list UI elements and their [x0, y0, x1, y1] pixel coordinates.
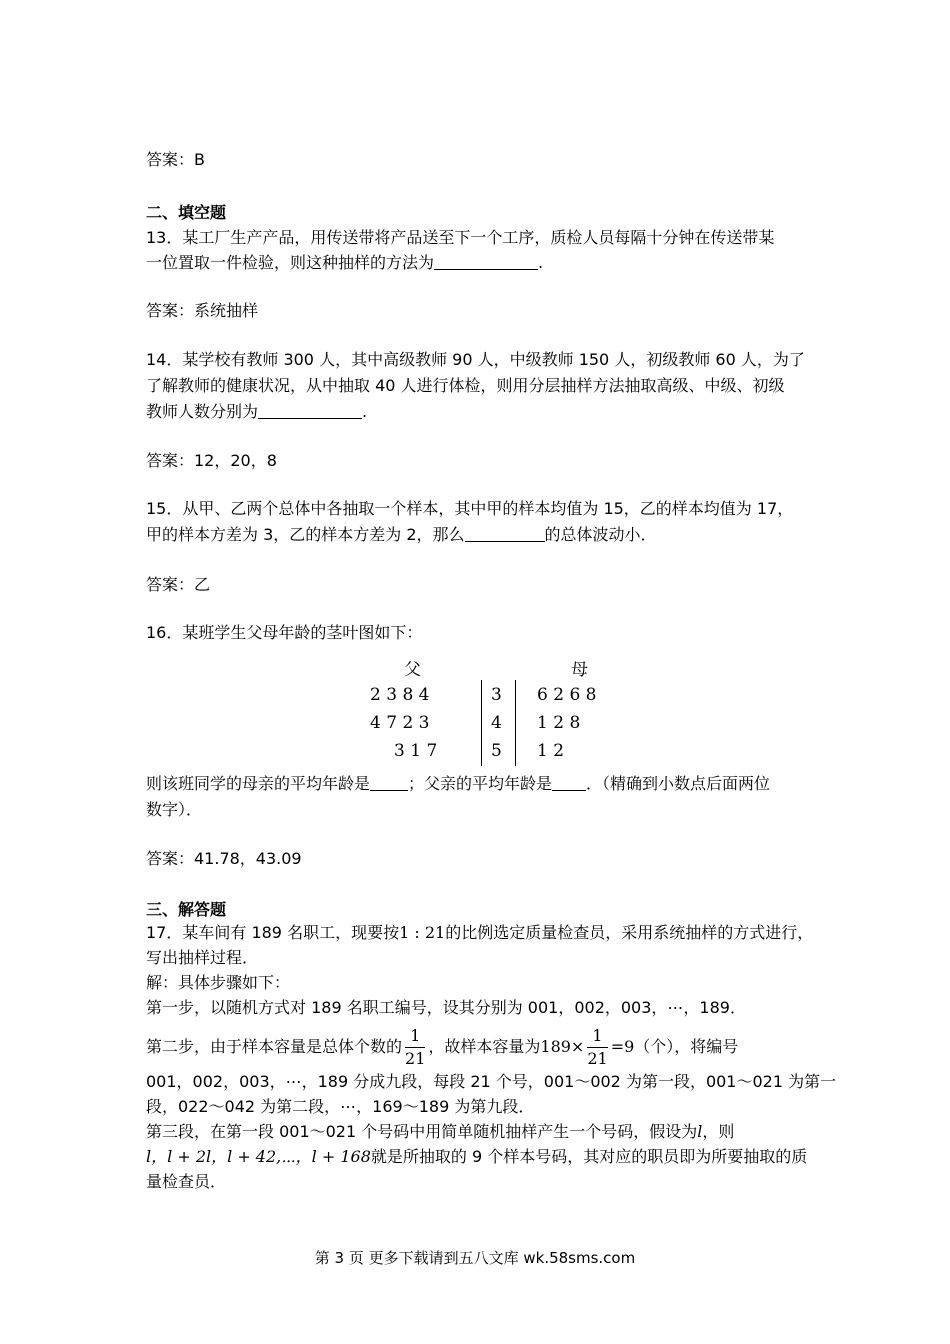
section-3-heading: 三、解答题 — [146, 900, 227, 919]
q16-answer: 答案：41.78，43.09 — [146, 849, 302, 868]
q15-line2: 甲的样本方差为 3，乙的样本方差为 2，那么 的总体波动小． — [146, 525, 657, 544]
stem-row-3: 5 — [491, 741, 502, 761]
q16-blank-father — [552, 774, 586, 791]
stem-divider-left — [481, 680, 482, 766]
mother-leaves-row-1: 6 2 6 8 — [537, 685, 597, 705]
q15-blank — [465, 525, 545, 542]
section-2-heading: 二、填空题 — [146, 203, 227, 222]
q15-answer: 答案：乙 — [146, 575, 211, 594]
q14-line3: 教师人数分别为 . — [146, 402, 368, 421]
q16-line1: 16．某班学生父母年龄的茎叶图如下： — [146, 623, 423, 642]
q17-solution-intro: 解：具体步骤如下： — [146, 973, 291, 992]
q13-blank — [434, 253, 538, 270]
q17-step3-line2: l，l + 2l，l + 42,⋯，l + 168就是所抽取的 9 个样本号码，其对应的职员即为所要抽取的质 — [146, 1147, 808, 1166]
q17-line2: 写出抽样过程． — [146, 948, 259, 967]
q16-line3: 数字）． — [146, 800, 203, 819]
q17-step3-line1: 第三段，在第一段 001～021 个号码中用简单随机抽样产生一个号码，假设为l，则 — [146, 1122, 735, 1141]
father-label: 父 — [404, 660, 421, 680]
q14-answer: 答案：12，20，8 — [146, 451, 277, 470]
father-leaves-row-3: 3 1 7 — [394, 741, 438, 761]
q14-line2: 了解教师的健康状况，从中抽取 40 人进行体检，则用分层抽样方法抽取高级、中级、初级 — [146, 376, 785, 395]
q17-step2-line3: 段，022～042 为第二段，⋯，169～189 为第九段． — [146, 1097, 535, 1116]
q17-step2: 第二步，由于样本容量是总体个数的 $\frac{1}{21}$ ，故样本容量为189× $\frac{1}{21}$ =9（个），将编号 — [146, 1026, 739, 1068]
q17-step2-line2: 001，002，003，⋯，189 分成九段，每段 21 个号，001～002 为第一段，001～021 为第一 — [146, 1072, 837, 1091]
q16-blank-mother — [370, 774, 408, 791]
mother-leaves-row-2: 1 2 8 — [537, 713, 581, 733]
page-footer: 第 3 页 更多下载请到五八文库 wk.58sms.com — [314, 1249, 636, 1267]
q17-step1: 第一步，以随机方式对 189 名职工编号，设其分别为 001，002，003，⋯，189． — [146, 998, 746, 1017]
q15-line1: 15．从甲、乙两个总体中各抽取一个样本，其中甲的样本均值为 15，乙的样本均值为 17， — [146, 499, 794, 518]
fraction-1-21: $\frac{1}{21}$ — [405, 1026, 426, 1068]
mother-label: 母 — [571, 660, 588, 680]
mother-leaves-row-3: 1 2 — [537, 741, 565, 761]
q14-blank — [258, 402, 362, 419]
father-leaves-row-1: 2 3 8 4 — [370, 685, 430, 705]
q13-answer: 答案：系统抽样 — [146, 301, 259, 320]
q17-line1: 17．某车间有 189 名职工，现要按1 : 21的比例选定质量检查员，采用系统抽样的方式进行， — [146, 923, 814, 942]
stem-row-2: 4 — [491, 713, 502, 733]
answer-12: 答案：B — [146, 150, 205, 169]
q14-line1: 14．某学校有教师 300 人，其中高级教师 90 人，中级教师 150 人，初级教师 60 人，为了 — [146, 350, 805, 369]
stem-divider-right — [515, 680, 516, 766]
q13-line1: 13．某工厂生产产品，用传送带将产品送至下一个工序，质检人员每隔十分钟在传送带某 — [146, 228, 775, 247]
father-leaves-row-2: 4 7 2 3 — [370, 713, 430, 733]
fraction-1-21-calc: $\frac{1}{21}$ — [587, 1026, 608, 1068]
q13-line2: 一位置取一件检验，则这种抽样的方法为 . — [146, 253, 544, 272]
q17-step3-line3: 量检查员． — [146, 1172, 227, 1191]
stem-row-1: 3 — [491, 685, 502, 705]
q16-line2: 则该班同学的母亲的平均年龄是 ；父亲的平均年龄是 ．（精确到小数点后面两位 — [146, 774, 771, 793]
